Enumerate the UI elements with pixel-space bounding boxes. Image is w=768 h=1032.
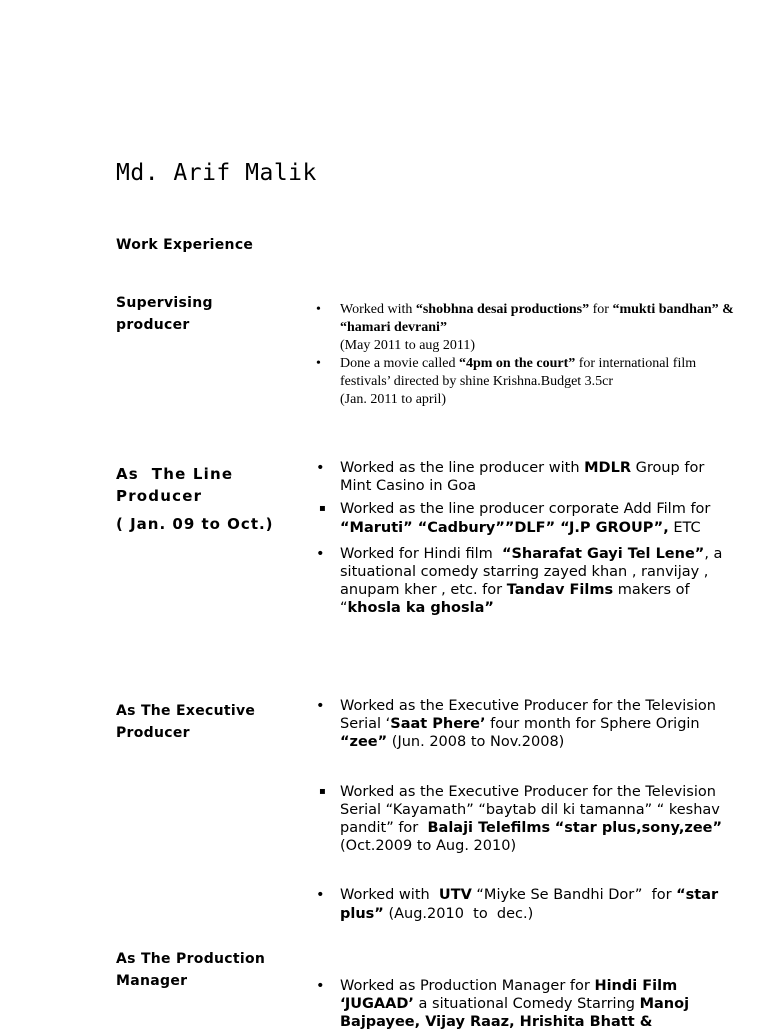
role-production-manager: [116, 948, 286, 992]
text: “zee”: [340, 734, 388, 751]
text: Balaji Telefilms: [427, 820, 551, 837]
text: “mukti bandhan” & “hamari devrani”: [340, 302, 734, 335]
role-title-line2: producer: [116, 317, 190, 333]
work-experience-heading: Work Experience: [116, 237, 254, 253]
list-item: [316, 545, 736, 618]
list-item: [316, 459, 736, 495]
text: makers of “: [340, 582, 690, 617]
role-title-line2: Manager: [116, 973, 188, 989]
text: Hindi Film ‘JUGAAD’: [340, 978, 678, 1013]
text: khosla ka ghosla”: [347, 600, 494, 617]
role-title-line1: Supervising: [116, 295, 213, 311]
text: ETC: [668, 519, 701, 536]
line-producer-bullet-list: [316, 459, 736, 618]
role-title-line1: As The Executive: [116, 703, 256, 719]
text: “star plus”: [340, 887, 719, 922]
text: “Maruti” “Cadbury””DLF” “J.P GROUP”,: [340, 519, 669, 536]
text: Worked for Hindi film: [340, 545, 502, 562]
text: Worked with: [340, 887, 439, 904]
resume-name: Md. Arif Malik: [116, 160, 317, 186]
role-supervising-producer: [116, 292, 286, 336]
text: , a situational comedy starring zayed khan , ranvijay , anupam kher , etc. for: [340, 545, 723, 599]
text: Group for Mint Casino in Goa: [340, 460, 705, 495]
text: Worked with: [340, 302, 416, 317]
text: “Sharafat Gayi Tel Lene”: [501, 545, 705, 562]
text: Manoj Bajpayee, Vijay Raaz, Hrishita Bhatt &: [340, 996, 690, 1031]
role-title-line2: Producer: [116, 487, 203, 505]
date-range: (Jan. 2011 to april): [340, 392, 447, 407]
list-item: [316, 301, 736, 355]
list-item: [316, 783, 736, 856]
role-line-producer: [116, 463, 286, 535]
text: four month for Sphere Origin: [485, 716, 700, 733]
text: (Oct.2009 to Aug. 2010): [340, 838, 517, 855]
production-manager-bullet-list: [316, 977, 736, 1032]
text: Worked as the line producer corporate Add Film for: [340, 501, 711, 518]
text: “Miyke Se Bandhi Dor” for: [471, 887, 677, 904]
text: “star plus,sony,zee”: [554, 820, 723, 837]
role-title-line2: Producer: [116, 725, 190, 741]
role-executive-producer: [116, 700, 286, 744]
list-item: [316, 500, 736, 536]
text: Worked as the Executive Producer for the Television Serial “Kayamath” “baytab dil ki tamanna” “ keshav pandit” for: [340, 783, 725, 837]
list-item: [316, 697, 736, 752]
role-dates: ( Jan. 09 to Oct.): [116, 515, 274, 533]
role-title-line1: As The Production: [116, 951, 266, 967]
date-range: (May 2011 to aug 2011): [340, 338, 476, 353]
text: (Aug.2010 to dec.): [383, 905, 534, 922]
text: MDLR: [584, 460, 631, 476]
text: Saat Phere’: [390, 716, 486, 733]
text: for international film festivals’ directed by shine Krishna.Budget 3.5cr: [340, 356, 697, 389]
text: Worked as Production Manager for: [340, 978, 595, 994]
list-item: [316, 355, 736, 409]
text: Worked as the line producer with: [340, 460, 585, 476]
list-item: [316, 977, 736, 1032]
text: “shobhna desai productions”: [415, 302, 590, 317]
text: (Jun. 2008 to Nov.2008): [387, 734, 565, 751]
text: Worked as the Executive Producer for the Television Serial ‘: [340, 698, 716, 733]
text: for: [589, 302, 613, 317]
executive-bullet-list: [316, 697, 736, 923]
text: UTV: [438, 887, 472, 904]
text: “4pm on the court”: [458, 356, 576, 371]
supervising-bullet-list: [316, 301, 736, 409]
role-title-line1: As The Line: [116, 465, 234, 483]
list-item: [316, 886, 736, 922]
text: Tandav Films: [506, 582, 614, 599]
text: a situational Comedy Starring: [413, 996, 640, 1013]
text: Done a movie called: [340, 356, 459, 371]
